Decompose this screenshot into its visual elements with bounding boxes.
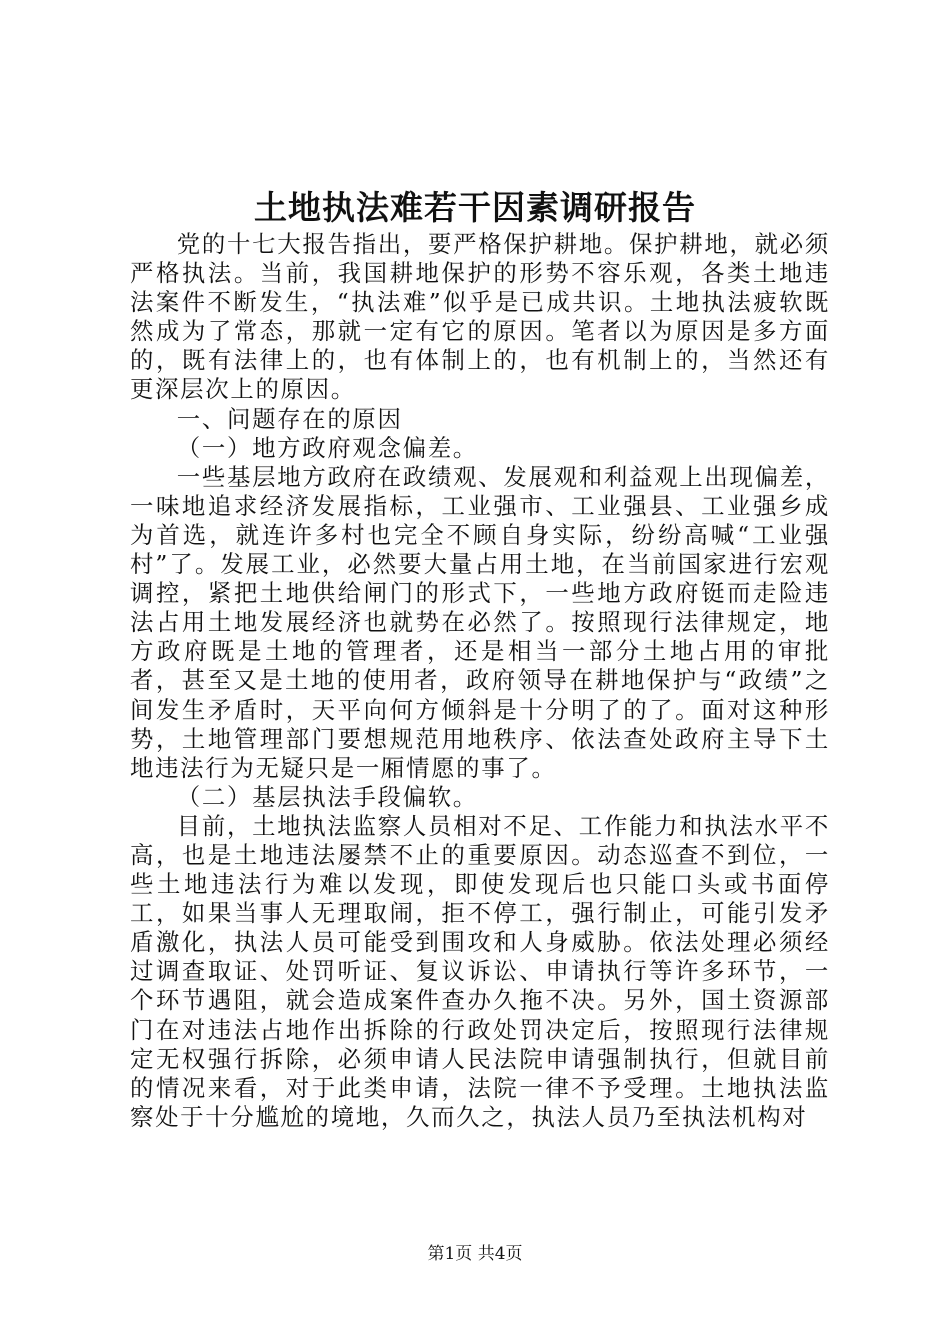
paragraph-1: 一些基层地方政府在政绩观、发展观和利益观上出现偏差，一味地追求经济发展指标，工业强市、工业强县、工业强乡成为首选，就连许多村也完全不顾自身实际，纷纷高喊“工业强村”了。发展工业，必然要大量占用土地，在当前国家进行宏观调控，紧把土地供给闸门的形式下，一些地方政府铤而走险违法占用土地发展经济也就势在必然了。按照现行法律规定，地方政府既是土地的管理者，还是相当一部分土地占用的审批者，甚至又是土地的使用者，政府领导在耕地保护与“政绩”之间发生矛盾时，天平向何方倾斜是十分明了的了。面对这种形势，土地管理部门要想规范用地秩序、依法查处政府主导下土地违法行为无疑只是一厢情愿的事了。 <box>130 462 830 782</box>
paragraph-intro: 党的十七大报告指出，要严格保护耕地。保护耕地，就必须严格执法。当前，我国耕地保护的形势不容乐观，各类土地违法案件不断发生，“执法难”似乎是已成共识。土地执法疲软既然成为了常态，那就一定有它的原因。笔者以为原因是多方面的，既有法律上的，也有体制上的，也有机制上的，当然还有更深层次上的原因。 <box>130 230 830 404</box>
document-body <box>130 230 830 1132</box>
paragraph-2: 目前，土地执法监察人员相对不足、工作能力和执法水平不高，也是土地违法屡禁不止的重要原因。动态巡查不到位，一些土地违法行为难以发现，即使发现后也只能口头或书面停工，如果当事人无理取闹，拒不停工，强行制止，可能引发矛盾激化，执法人员可能受到围攻和人身威胁。依法处理必须经过调查取证、处罚听证、复议诉讼、申请执行等许多环节，一个环节遇阻，就会造成案件查办久拖不决。另外，国土资源部门在对违法占地作出拆除的行政处罚决定后，按照现行法律规定无权强行拆除，必须申请人民法院申请强制执行，但就目前的情况来看，对于此类申请，法院一律不予受理。土地执法监察处于十分尴尬的境地，久而久之，执法人员乃至执法机构对 <box>130 811 830 1131</box>
subsection-heading-2: （二）基层执法手段偏软。 <box>176 782 478 811</box>
document-title: 土地执法难若干因素调研报告 <box>254 188 696 227</box>
subsection-heading-1: （一）地方政府观念偏差。 <box>176 433 478 462</box>
section-heading: 一、问题存在的原因 <box>176 404 403 433</box>
page-footer: 第1页 共4页 <box>427 1244 523 1264</box>
